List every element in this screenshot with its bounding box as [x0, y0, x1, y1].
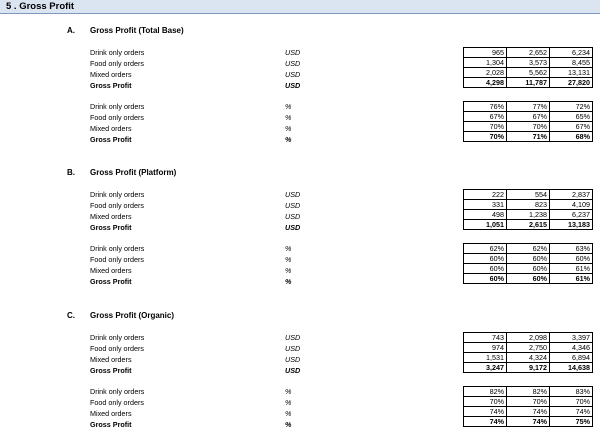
row-label: Mixed orders	[90, 355, 132, 364]
value-cell: 331	[464, 200, 507, 210]
value-cell: 82%	[464, 387, 507, 397]
value-cell: 62%	[507, 244, 550, 254]
value-cell: 70%	[464, 132, 507, 142]
row-label: Food only orders	[90, 113, 144, 122]
value-cell: 74%	[464, 417, 507, 427]
section-title: Gross Profit (Platform)	[90, 168, 177, 177]
unit-label: %	[285, 124, 292, 133]
table-row	[464, 397, 593, 407]
table-row	[464, 333, 593, 343]
row-label: Food only orders	[90, 255, 144, 264]
table-row-total	[464, 363, 593, 373]
value-cell: 82%	[507, 387, 550, 397]
table-row	[464, 254, 593, 264]
value-cell: 60%	[507, 254, 550, 264]
table-row	[464, 353, 593, 363]
value-cell: 74%	[507, 407, 550, 417]
unit-label: %	[285, 387, 292, 396]
value-cell: 13,131	[550, 68, 593, 78]
unit-label: %	[285, 102, 292, 111]
value-cell: 222	[464, 190, 507, 200]
row-label-total: Gross Profit	[90, 277, 132, 286]
value-cell: 1,051	[464, 220, 507, 230]
table-row	[464, 48, 593, 58]
row-label: Mixed orders	[90, 124, 132, 133]
table-row	[464, 264, 593, 274]
unit-label: USD	[285, 70, 301, 79]
value-cell: 74%	[464, 407, 507, 417]
unit-label: USD	[285, 366, 301, 375]
value-cell: 743	[464, 333, 507, 343]
section-title: Gross Profit (Organic)	[90, 311, 175, 320]
unit-label: %	[285, 277, 292, 286]
usd-values-table	[463, 332, 593, 373]
value-cell: 70%	[550, 397, 593, 407]
table-row-total	[464, 274, 593, 284]
unit-label: %	[285, 244, 292, 253]
value-cell: 60%	[464, 254, 507, 264]
row-label: Drink only orders	[90, 102, 145, 111]
table-row	[464, 102, 593, 112]
value-cell: 70%	[507, 122, 550, 132]
unit-label: %	[285, 266, 292, 275]
table-row	[464, 343, 593, 353]
section-title: Gross Profit (Total Base)	[90, 26, 184, 35]
value-cell: 14,638	[550, 363, 593, 373]
value-cell: 67%	[550, 122, 593, 132]
table-row	[464, 190, 593, 200]
row-label-total: Gross Profit	[90, 223, 132, 232]
unit-label: USD	[285, 81, 301, 90]
usd-values-table	[463, 47, 593, 88]
value-cell: 60%	[507, 264, 550, 274]
value-cell: 3,573	[507, 58, 550, 68]
table-row	[464, 112, 593, 122]
value-cell: 13,183	[550, 220, 593, 230]
unit-label: USD	[285, 333, 301, 342]
value-cell: 71%	[507, 132, 550, 142]
value-cell: 2,837	[550, 190, 593, 200]
value-cell: 60%	[550, 254, 593, 264]
table-row	[464, 387, 593, 397]
value-cell: 5,562	[507, 68, 550, 78]
table-row	[464, 58, 593, 68]
row-label: Mixed orders	[90, 212, 132, 221]
value-cell: 2,028	[464, 68, 507, 78]
row-label: Food only orders	[90, 201, 144, 210]
value-cell: 76%	[464, 102, 507, 112]
row-label: Drink only orders	[90, 48, 145, 57]
value-cell: 4,109	[550, 200, 593, 210]
table-row	[464, 200, 593, 210]
section-letter: A.	[67, 26, 75, 35]
value-cell: 498	[464, 210, 507, 220]
value-cell: 9,172	[507, 363, 550, 373]
value-cell: 1,304	[464, 58, 507, 68]
value-cell: 70%	[464, 397, 507, 407]
value-cell: 11,787	[507, 78, 550, 88]
unit-label: USD	[285, 223, 301, 232]
value-cell: 72%	[550, 102, 593, 112]
value-cell: 3,247	[464, 363, 507, 373]
row-label: Mixed orders	[90, 409, 132, 418]
value-cell: 61%	[550, 264, 593, 274]
table-row-total	[464, 417, 593, 427]
section-letter: B.	[67, 168, 75, 177]
value-cell: 77%	[507, 102, 550, 112]
table-row-total	[464, 220, 593, 230]
row-label-total: Gross Profit	[90, 81, 132, 90]
value-cell: 67%	[507, 112, 550, 122]
unit-label: USD	[285, 344, 301, 353]
value-cell: 61%	[550, 274, 593, 284]
value-cell: 65%	[550, 112, 593, 122]
unit-label: %	[285, 135, 292, 144]
value-cell: 6,234	[550, 48, 593, 58]
value-cell: 60%	[507, 274, 550, 284]
value-cell: 27,820	[550, 78, 593, 88]
value-cell: 67%	[464, 112, 507, 122]
value-cell: 60%	[464, 274, 507, 284]
unit-label: USD	[285, 212, 301, 221]
value-cell: 74%	[507, 417, 550, 427]
unit-label: %	[285, 409, 292, 418]
value-cell: 1,531	[464, 353, 507, 363]
section-letter: C.	[67, 311, 75, 320]
value-cell: 62%	[464, 244, 507, 254]
value-cell: 70%	[464, 122, 507, 132]
value-cell: 70%	[507, 397, 550, 407]
value-cell: 2,750	[507, 343, 550, 353]
row-label: Drink only orders	[90, 333, 145, 342]
unit-label: USD	[285, 48, 301, 57]
row-label: Drink only orders	[90, 387, 145, 396]
value-cell: 4,346	[550, 343, 593, 353]
table-row-total	[464, 132, 593, 142]
value-cell: 3,397	[550, 333, 593, 343]
row-label: Food only orders	[90, 59, 144, 68]
unit-label: %	[285, 113, 292, 122]
value-cell: 2,098	[507, 333, 550, 343]
unit-label: USD	[285, 355, 301, 364]
value-cell: 6,237	[550, 210, 593, 220]
value-cell: 63%	[550, 244, 593, 254]
unit-label: %	[285, 255, 292, 264]
unit-label: USD	[285, 201, 301, 210]
value-cell: 974	[464, 343, 507, 353]
table-row	[464, 407, 593, 417]
row-label: Drink only orders	[90, 244, 145, 253]
section-header-bar	[0, 0, 600, 14]
value-cell: 74%	[550, 407, 593, 417]
row-label: Mixed orders	[90, 70, 132, 79]
row-label: Drink only orders	[90, 190, 145, 199]
table-row	[464, 122, 593, 132]
value-cell: 4,324	[507, 353, 550, 363]
value-cell: 4,298	[464, 78, 507, 88]
table-row	[464, 244, 593, 254]
value-cell: 75%	[550, 417, 593, 427]
value-cell: 965	[464, 48, 507, 58]
value-cell: 823	[507, 200, 550, 210]
pct-values-table	[463, 386, 593, 427]
table-row	[464, 68, 593, 78]
row-label-total: Gross Profit	[90, 366, 132, 375]
value-cell: 60%	[464, 264, 507, 274]
value-cell: 83%	[550, 387, 593, 397]
section-header-title: 5 . Gross Profit	[6, 1, 75, 12]
value-cell: 2,652	[507, 48, 550, 58]
row-label: Food only orders	[90, 398, 144, 407]
value-cell: 6,894	[550, 353, 593, 363]
row-label-total: Gross Profit	[90, 420, 132, 429]
value-cell: 1,238	[507, 210, 550, 220]
unit-label: USD	[285, 190, 301, 199]
pct-values-table	[463, 101, 593, 142]
unit-label: %	[285, 420, 292, 429]
row-label-total: Gross Profit	[90, 135, 132, 144]
pct-values-table	[463, 243, 593, 284]
table-row-total	[464, 78, 593, 88]
table-row	[464, 210, 593, 220]
value-cell: 554	[507, 190, 550, 200]
usd-values-table	[463, 189, 593, 230]
row-label: Mixed orders	[90, 266, 132, 275]
value-cell: 2,615	[507, 220, 550, 230]
value-cell: 8,455	[550, 58, 593, 68]
unit-label: USD	[285, 59, 301, 68]
value-cell: 68%	[550, 132, 593, 142]
unit-label: %	[285, 398, 292, 407]
row-label: Food only orders	[90, 344, 144, 353]
